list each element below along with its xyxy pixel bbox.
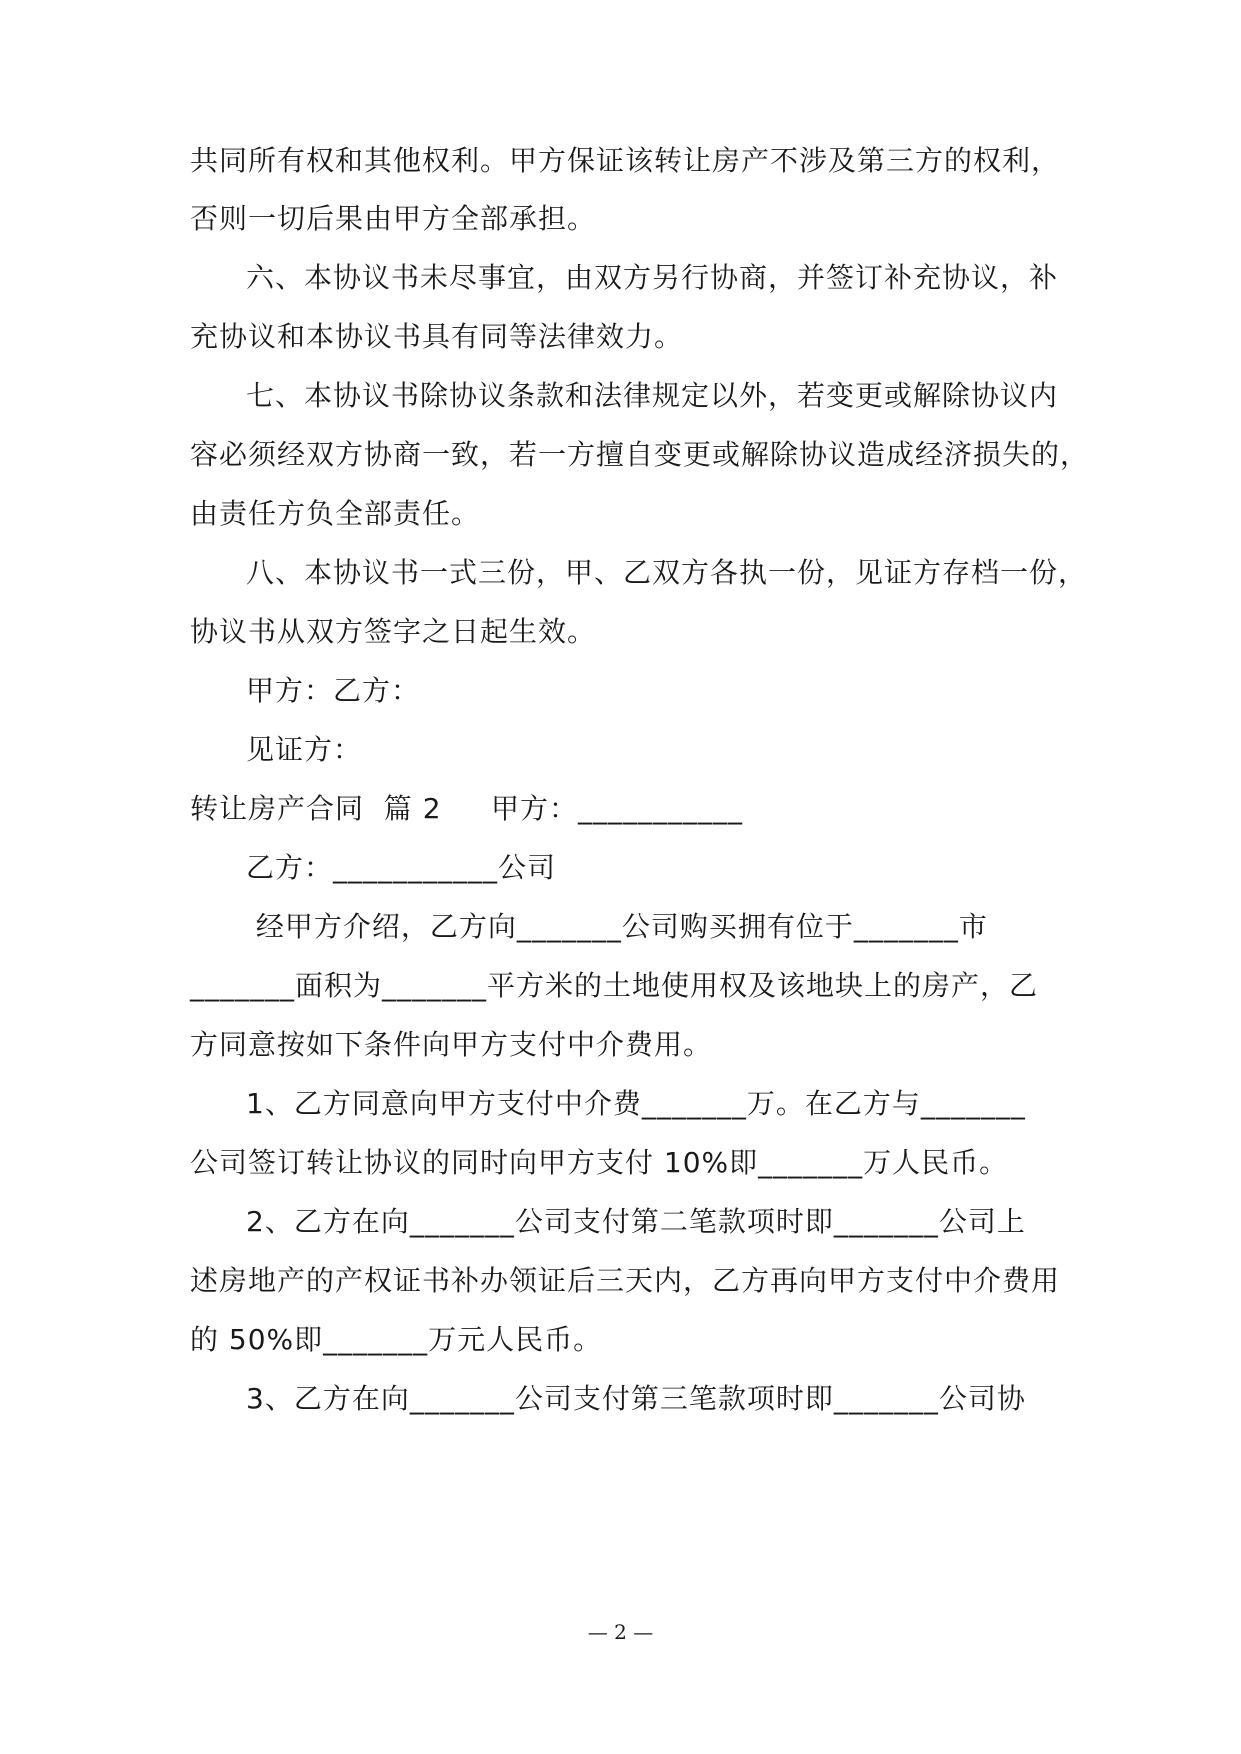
text-line: _______面积为_______平方米的土地使用权及该地块上的房产，乙 [190, 969, 1039, 1002]
text-line: 的 50%即_______万元人民币。 [190, 1323, 603, 1356]
signature-line: 甲方：乙方： [246, 674, 421, 707]
text-line: 七、本协议书除协议条款和法律规定以外，若变更或解除协议内 [246, 379, 1059, 412]
text-line: 3、乙方在向_______公司支付第三笔款项时即_______公司协 [246, 1382, 1026, 1415]
page-number: — 2 — [587, 1620, 654, 1644]
text-line: 容必须经双方协商一致，若一方擅自变更或解除协议造成经济损失的， [190, 438, 1090, 471]
section-heading: 转让房产合同 篇 2 甲方：___________ [190, 792, 744, 825]
text-line: 公司签订转让协议的同时向甲方支付 10%即_______万人民币。 [190, 1146, 1009, 1179]
text-line: 充协议和本协议书具有同等法律效力。 [190, 320, 684, 353]
text-line: 由责任方负全部责任。 [190, 497, 481, 530]
text-line: 述房地产的产权证书补办领证后三天内，乙方再向甲方支付中介费用 [190, 1264, 1061, 1297]
text-line: 六、本协议书未尽事宜，由双方另行协商，并签订补充协议，补 [246, 261, 1059, 294]
text-line: 共同所有权和其他权利。甲方保证该转让房产不涉及第三方的权利， [190, 144, 1061, 177]
text-line: 2、乙方在向_______公司支付第二笔款项时即_______公司上 [246, 1205, 1026, 1238]
text-line: 经甲方介绍，乙方向_______公司购买拥有位于_______市 [246, 910, 988, 943]
text-line: 八、本协议书一式三份，甲、乙双方各执一份，见证方存档一份， [246, 556, 1088, 589]
witness-line: 见证方： [246, 733, 363, 766]
text-line: 方同意按如下条件向甲方支付中介费用。 [190, 1028, 713, 1061]
text-line: 否则一切后果由甲方全部承担。 [190, 202, 597, 235]
text-line: 1、乙方同意向甲方支付中介费_______万。在乙方与_______ [246, 1087, 1026, 1120]
text-line: 乙方：___________公司 [246, 851, 557, 884]
text-line: 协议书从双方签字之日起生效。 [190, 615, 597, 648]
